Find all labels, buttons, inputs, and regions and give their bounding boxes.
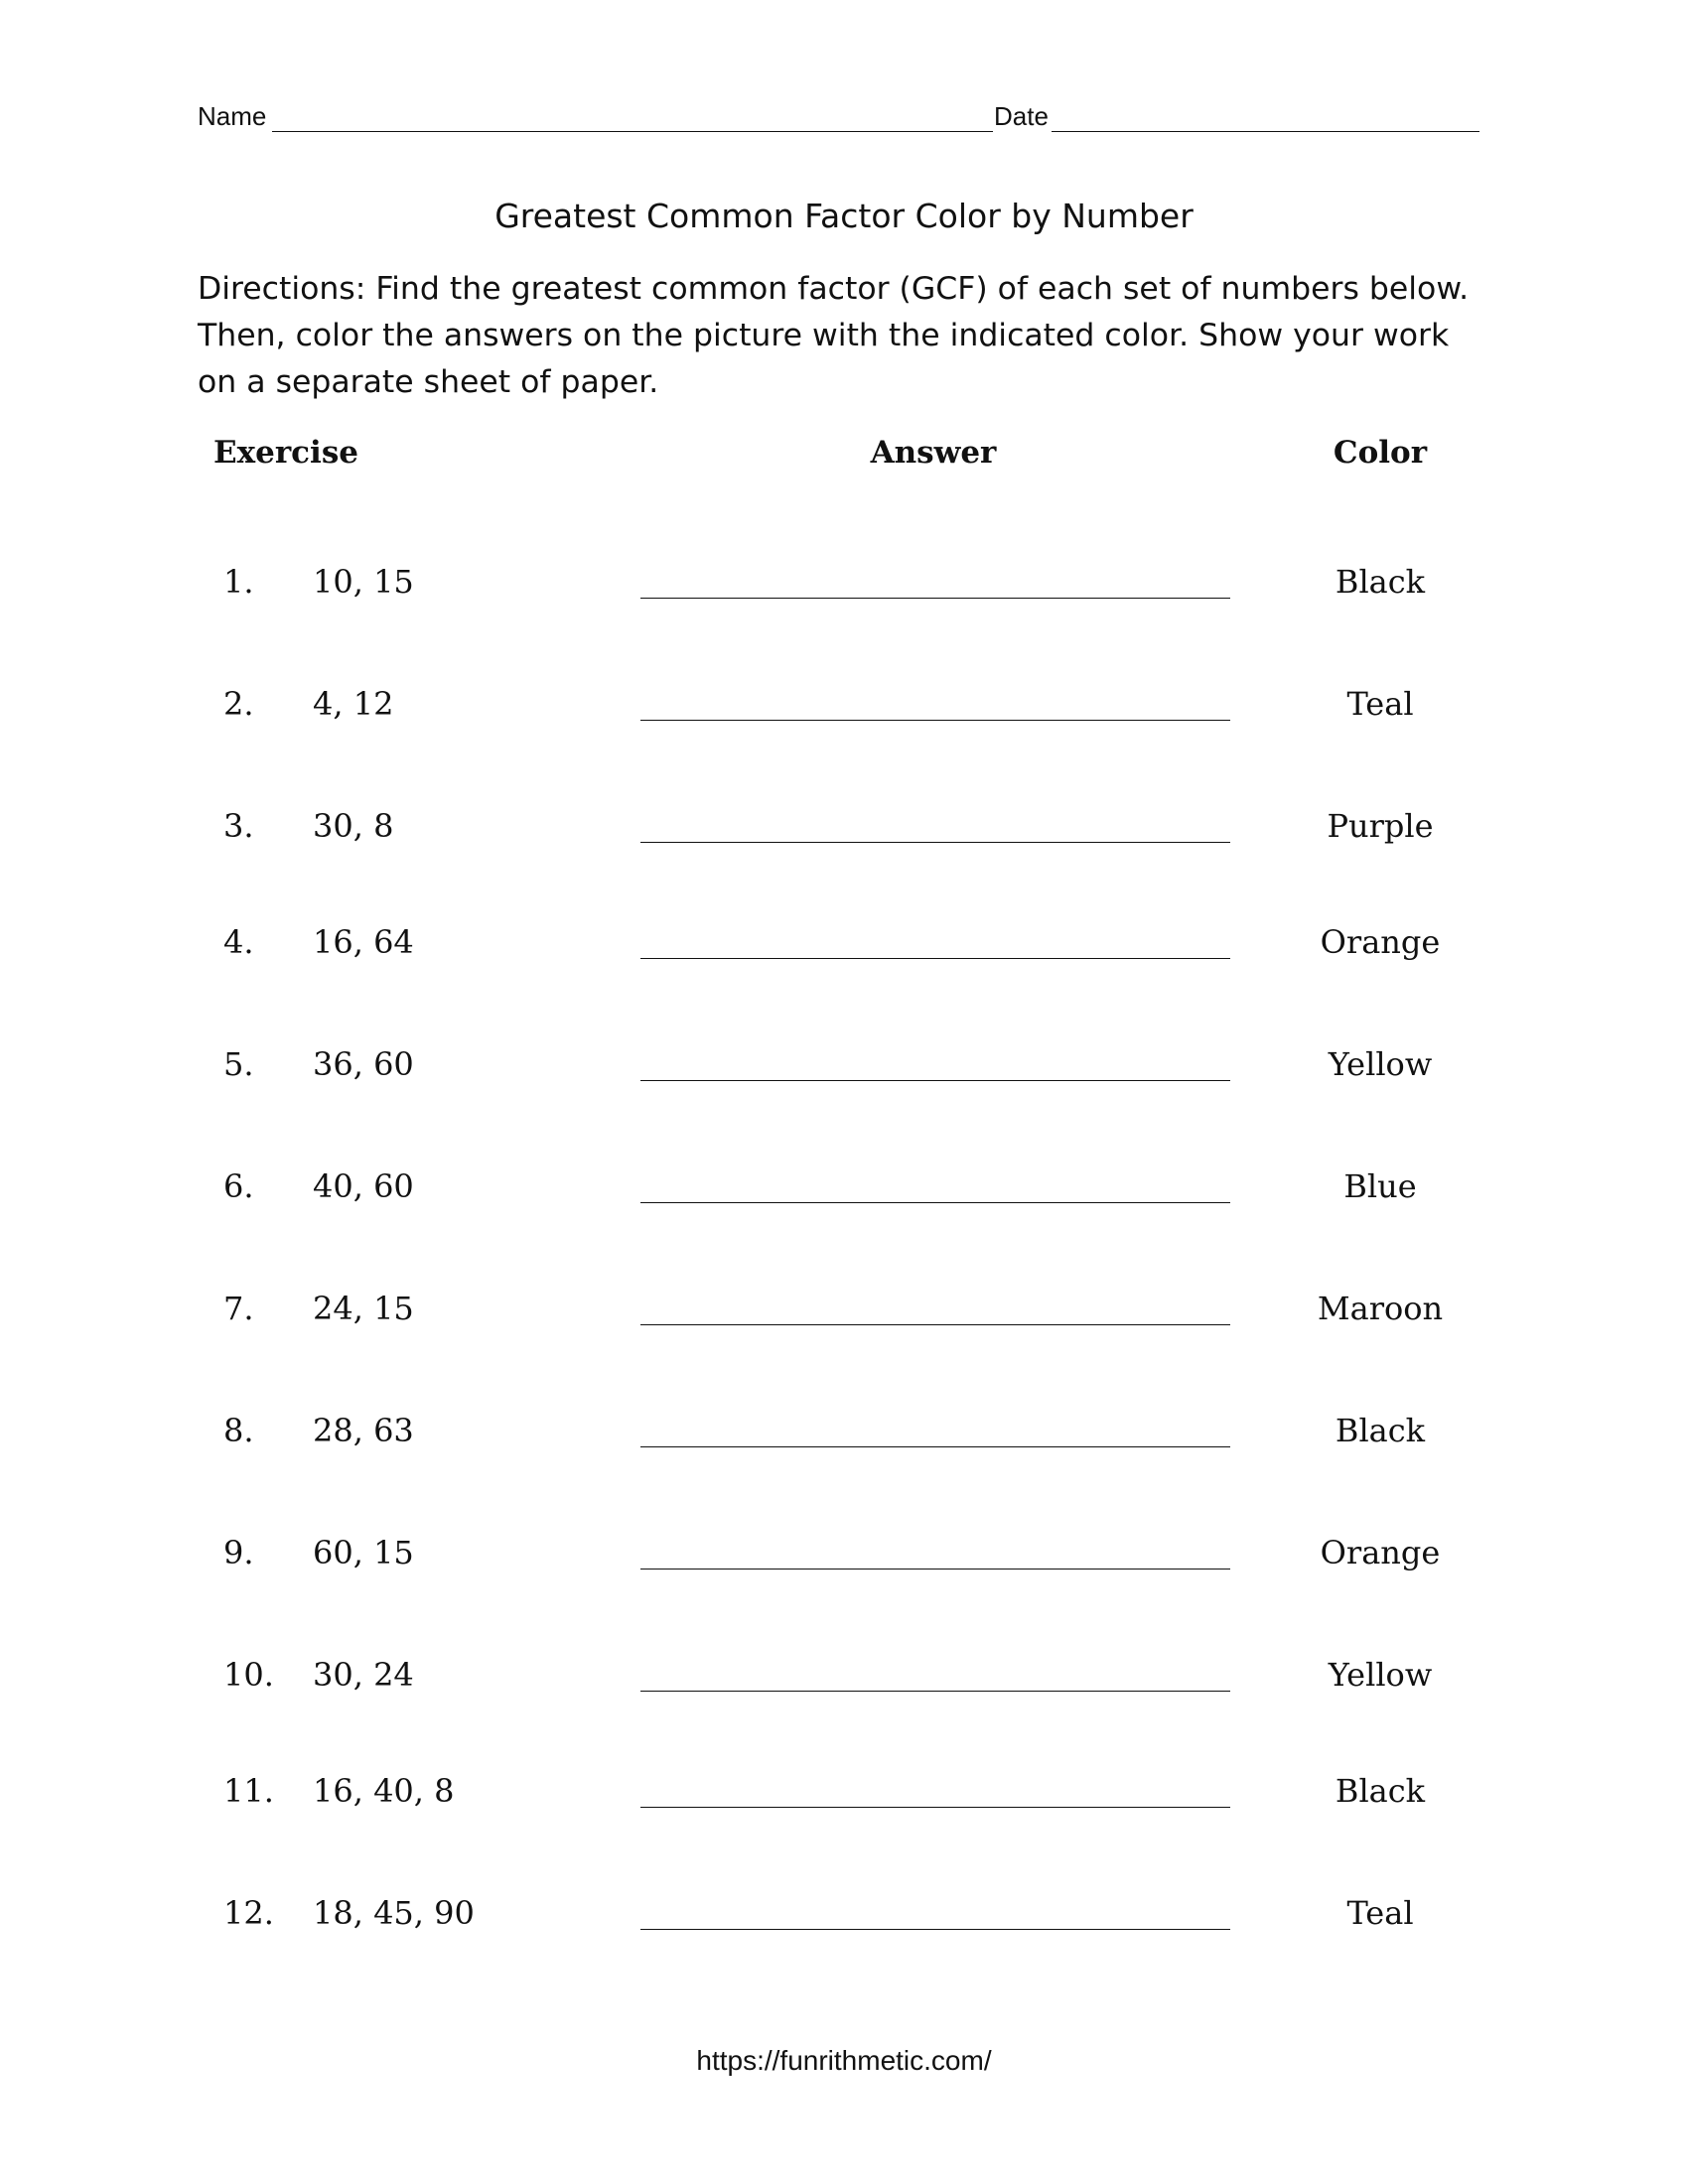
exercise-numbers: 16, 64 [313, 923, 414, 961]
exercise-number: 11. [223, 1772, 274, 1810]
exercise-number: 7. [223, 1290, 254, 1327]
column-header-answer: Answer [870, 435, 997, 471]
column-header-color: Color [1333, 435, 1428, 471]
answer-line[interactable] [640, 1569, 1230, 1570]
exercise-row [0, 684, 1688, 734]
answer-line[interactable] [640, 598, 1230, 599]
exercise-row [0, 1044, 1688, 1094]
exercise-numbers: 28, 63 [313, 1412, 414, 1449]
exercise-row [0, 1771, 1688, 1821]
exercise-row [0, 1289, 1688, 1338]
exercise-color: Black [1335, 1772, 1426, 1810]
answer-line[interactable] [640, 720, 1230, 721]
exercise-number: 10. [223, 1656, 274, 1694]
exercise-number: 6. [223, 1167, 254, 1205]
exercise-numbers: 4, 12 [313, 685, 394, 723]
exercise-number: 12. [223, 1894, 274, 1932]
exercise-number: 3. [223, 807, 254, 845]
exercise-number: 8. [223, 1412, 254, 1449]
exercise-color: Black [1335, 563, 1426, 601]
exercise-color: Orange [1320, 923, 1441, 961]
column-header-exercise: Exercise [213, 435, 358, 471]
exercise-numbers: 30, 24 [313, 1656, 414, 1694]
name-label: Name [198, 101, 267, 131]
exercise-number: 4. [223, 923, 254, 961]
exercise-numbers: 36, 60 [313, 1045, 414, 1083]
answer-line[interactable] [640, 1807, 1230, 1808]
answer-line[interactable] [640, 1691, 1230, 1692]
exercise-row [0, 562, 1688, 612]
exercise-number: 5. [223, 1045, 254, 1083]
answer-line[interactable] [640, 1324, 1230, 1325]
exercise-row [0, 922, 1688, 972]
exercise-numbers: 30, 8 [313, 807, 394, 845]
page-title: Greatest Common Factor Color by Number [494, 197, 1194, 235]
exercise-row [0, 1166, 1688, 1216]
exercise-color: Teal [1346, 1894, 1414, 1932]
exercise-row [0, 1655, 1688, 1705]
answer-line[interactable] [640, 1080, 1230, 1081]
answer-line[interactable] [640, 1929, 1230, 1930]
exercise-row [0, 1893, 1688, 1943]
exercise-number: 1. [223, 563, 254, 601]
exercise-color: Maroon [1317, 1290, 1444, 1327]
exercise-numbers: 16, 40, 8 [313, 1772, 455, 1810]
exercise-row [0, 1533, 1688, 1582]
exercise-number: 9. [223, 1534, 254, 1571]
exercise-color: Blue [1343, 1167, 1417, 1205]
exercise-number: 2. [223, 685, 254, 723]
answer-line[interactable] [640, 842, 1230, 843]
exercise-row [0, 1411, 1688, 1460]
answer-line[interactable] [640, 1446, 1230, 1447]
exercise-color: Yellow [1328, 1656, 1433, 1694]
exercise-color: Yellow [1328, 1045, 1433, 1083]
exercise-color: Orange [1320, 1534, 1441, 1571]
exercise-color: Black [1335, 1412, 1426, 1449]
date-label: Date [994, 101, 1049, 131]
exercise-numbers: 24, 15 [313, 1290, 414, 1327]
exercise-numbers: 18, 45, 90 [313, 1894, 475, 1932]
exercise-numbers: 10, 15 [313, 563, 414, 601]
answer-line[interactable] [640, 1202, 1230, 1203]
exercise-row [0, 806, 1688, 856]
exercise-numbers: 40, 60 [313, 1167, 414, 1205]
footer-url[interactable]: https://funrithmetic.com/ [696, 2045, 992, 2076]
exercise-color: Purple [1327, 807, 1434, 845]
exercise-color: Teal [1346, 685, 1414, 723]
directions-text: : Find the greatest common factor (GCF) of each set of numbers below. Then, color the answers on the picture with the indicated color. Show your work on a separate sheet of paper. [198, 271, 1470, 400]
answer-line[interactable] [640, 958, 1230, 959]
directions-label: Directions [198, 271, 355, 307]
exercise-numbers: 60, 15 [313, 1534, 414, 1571]
